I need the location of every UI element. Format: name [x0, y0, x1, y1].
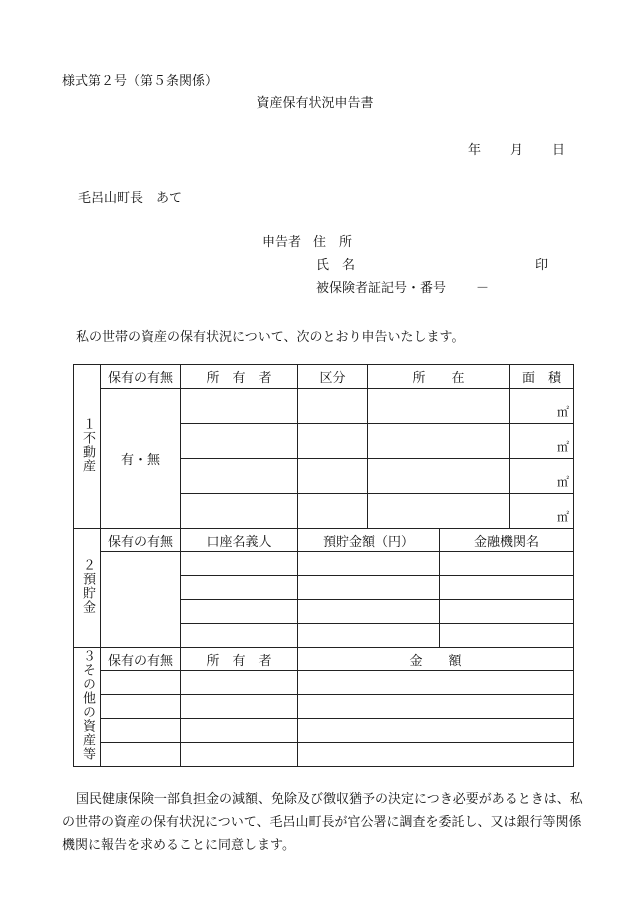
- other-owner-cell[interactable]: [181, 743, 298, 767]
- table-row: [74, 695, 574, 719]
- real-estate-owner-cell[interactable]: [181, 459, 298, 494]
- savings-col-holder: 口座名義人: [181, 529, 298, 552]
- savings-amount-cell[interactable]: [298, 552, 440, 576]
- table-row: [74, 743, 574, 767]
- consent-text: 国民健康保険一部負担金の減額、免除及び徴収猶予の決定につき必要があるときは、私の世帯の資産の保有状況について、毛呂山町長が官公署に調査を委託し、又は銀行等関係機関に報告を求めることに同意します。: [62, 792, 583, 853]
- real-estate-category-cell[interactable]: [298, 424, 368, 459]
- other-owner-cell[interactable]: [181, 719, 298, 743]
- real-estate-area-cell[interactable]: [510, 424, 574, 459]
- savings-holder-cell[interactable]: [181, 600, 298, 624]
- table-row: [74, 552, 574, 576]
- savings-col-possession: 保有の有無: [101, 529, 181, 552]
- savings-col-institution: 金融機関名: [440, 529, 574, 552]
- other-amount-cell[interactable]: [298, 695, 574, 719]
- other-assets-section-label: ３その他の資産等: [74, 648, 101, 767]
- table-row: [74, 719, 574, 743]
- real-estate-col-location: 所 在: [368, 365, 510, 389]
- real-estate-owner-cell[interactable]: [181, 389, 298, 424]
- real-estate-col-owner: 所 有 者: [181, 365, 298, 389]
- real-estate-location-cell[interactable]: [368, 389, 510, 424]
- savings-institution-cell[interactable]: [440, 600, 574, 624]
- savings-holder-cell[interactable]: [181, 576, 298, 600]
- address-label: 住 所: [313, 235, 353, 250]
- area-unit: ㎡: [557, 404, 570, 419]
- real-estate-area-cell[interactable]: [510, 459, 574, 494]
- real-estate-section-label: １不動産: [74, 365, 101, 529]
- other-possession-cell[interactable]: [101, 695, 181, 719]
- real-estate-col-possession: 保有の有無: [101, 365, 181, 389]
- real-estate-col-area: 面 積: [510, 365, 574, 389]
- other-possession-cell[interactable]: [101, 719, 181, 743]
- consent-statement: [62, 788, 586, 857]
- insured-number-label: 被保険者証記号・番号: [316, 281, 447, 296]
- savings-amount-cell[interactable]: [298, 624, 440, 648]
- other-owner-cell[interactable]: [181, 671, 298, 695]
- real-estate-area-cell[interactable]: [510, 389, 574, 424]
- real-estate-category-cell[interactable]: [298, 459, 368, 494]
- savings-header-row: [74, 529, 574, 552]
- declarant-label: 申告者: [262, 235, 302, 250]
- other-col-possession: 保有の有無: [101, 648, 181, 671]
- savings-holder-cell[interactable]: [181, 624, 298, 648]
- date-year: 年: [468, 143, 482, 158]
- other-owner-cell[interactable]: [181, 695, 298, 719]
- real-estate-location-cell[interactable]: [368, 459, 510, 494]
- savings-institution-cell[interactable]: [440, 576, 574, 600]
- table-row: [74, 671, 574, 695]
- document-title: 資産保有状況申告書: [256, 96, 374, 111]
- area-unit: ㎡: [557, 474, 570, 489]
- real-estate-category-cell[interactable]: [298, 494, 368, 529]
- other-assets-header-row: [74, 648, 574, 671]
- real-estate-location-cell[interactable]: [368, 424, 510, 459]
- real-estate-location-cell[interactable]: [368, 494, 510, 529]
- asset-table: [73, 364, 574, 767]
- date-month: 月: [510, 143, 524, 158]
- savings-amount-cell[interactable]: [298, 576, 440, 600]
- real-estate-area-cell[interactable]: [510, 494, 574, 529]
- other-col-amount: 金 額: [298, 648, 574, 671]
- savings-possession-cell[interactable]: [101, 552, 181, 648]
- real-estate-header-row: [74, 365, 574, 389]
- other-col-owner: 所 有 者: [181, 648, 298, 671]
- area-unit: ㎡: [557, 509, 570, 524]
- name-label: 氏 名: [316, 258, 356, 273]
- savings-section-label: ２預貯金: [74, 529, 101, 648]
- savings-institution-cell[interactable]: [440, 552, 574, 576]
- insured-number-separator: －: [476, 281, 490, 296]
- other-amount-cell[interactable]: [298, 743, 574, 767]
- other-amount-cell[interactable]: [298, 671, 574, 695]
- real-estate-category-cell[interactable]: [298, 389, 368, 424]
- savings-holder-cell[interactable]: [181, 552, 298, 576]
- real-estate-owner-cell[interactable]: [181, 424, 298, 459]
- other-possession-cell[interactable]: [101, 671, 181, 695]
- real-estate-col-category: 区分: [298, 365, 368, 389]
- intro-statement: 私の世帯の資産の保有状況について、次のとおり申告いたします。: [76, 330, 465, 345]
- addressee: 毛呂山町長 あて: [78, 191, 183, 206]
- declarant-block: [262, 231, 549, 300]
- real-estate-possession-choice[interactable]: 有・無: [101, 389, 181, 529]
- date-line: [468, 139, 565, 158]
- other-amount-cell[interactable]: [298, 719, 574, 743]
- savings-col-amount: 預貯金額（円）: [298, 529, 440, 552]
- date-day: 日: [552, 143, 566, 158]
- other-possession-cell[interactable]: [101, 743, 181, 767]
- real-estate-owner-cell[interactable]: [181, 494, 298, 529]
- savings-amount-cell[interactable]: [298, 600, 440, 624]
- table-row: [74, 389, 574, 424]
- form-number: 様式第２号（第５条関係）: [62, 74, 219, 89]
- seal-mark: 印: [535, 258, 549, 273]
- savings-institution-cell[interactable]: [440, 624, 574, 648]
- area-unit: ㎡: [557, 439, 570, 454]
